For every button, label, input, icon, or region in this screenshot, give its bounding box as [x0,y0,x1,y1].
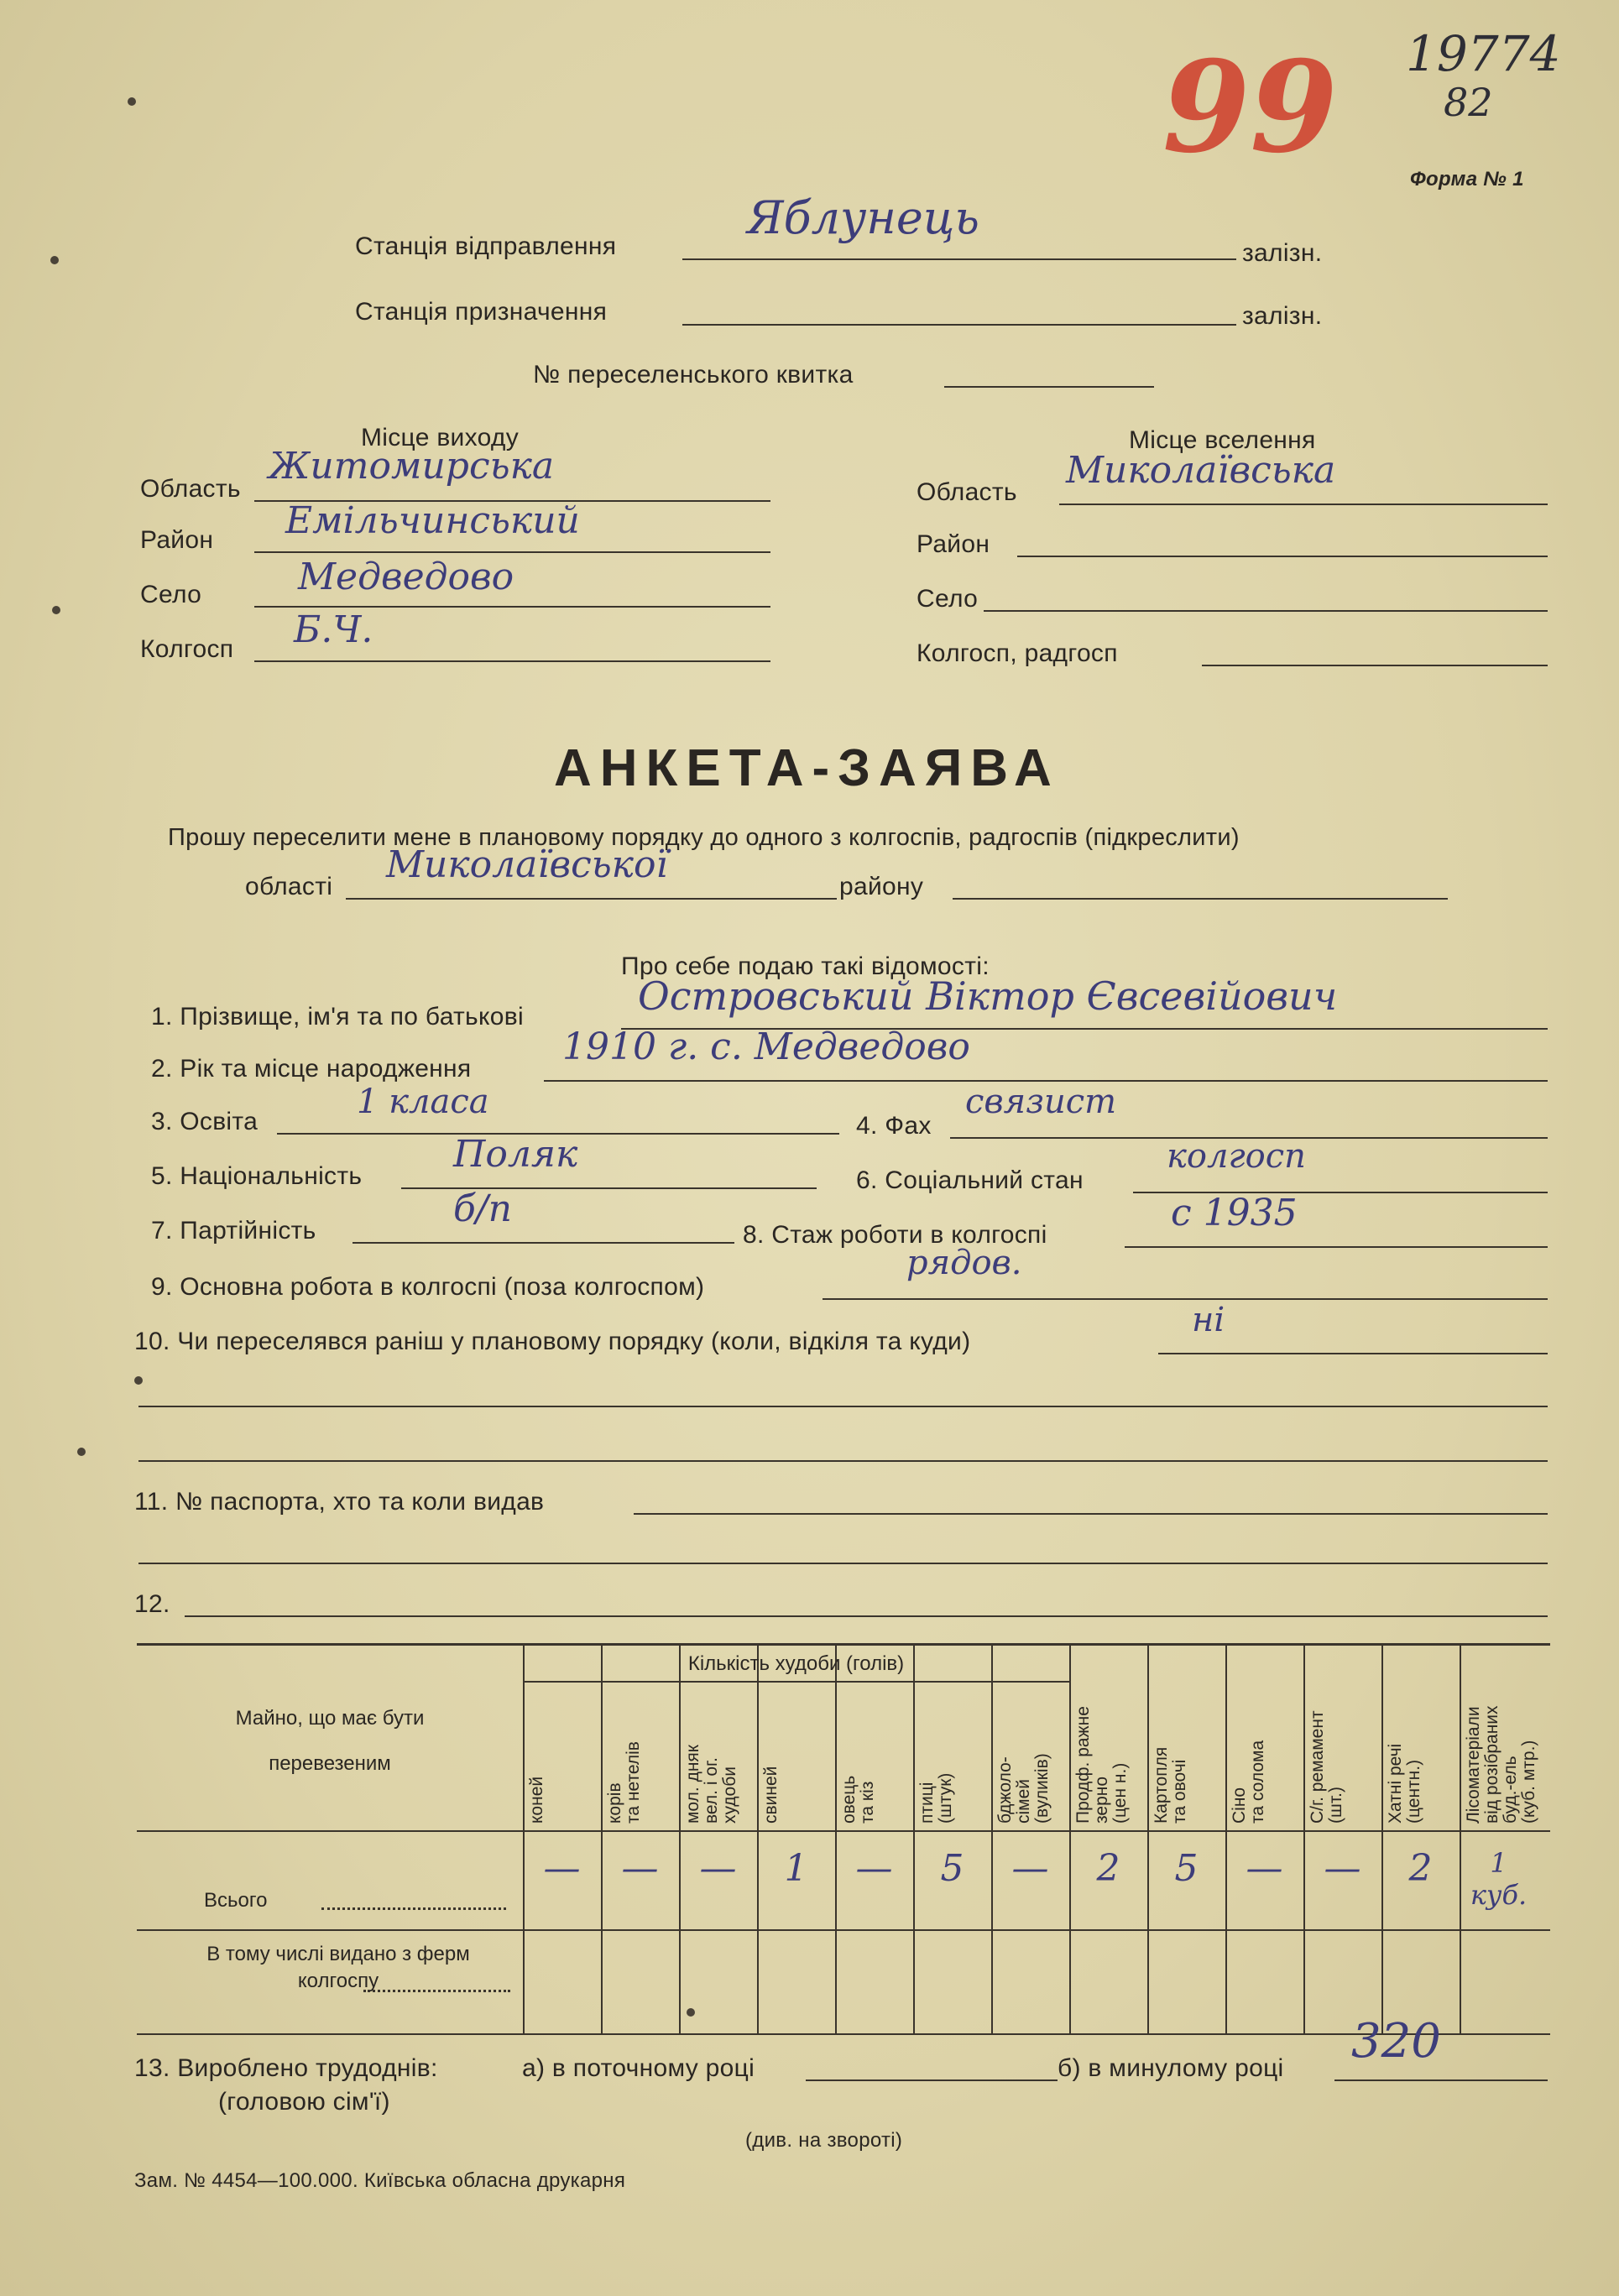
table-divider [991,1646,993,2033]
punch-hole [128,97,136,106]
table-divider [137,1830,1550,1832]
field-11-line [634,1513,1548,1515]
table-divider [1225,1646,1227,2033]
destination-kolhosp-line [1202,665,1548,666]
total-row-dots [321,1907,506,1910]
field-6-label: 6. Соціальний стан [856,1166,1084,1194]
total-cell: 1 куб. [1470,1847,1528,1911]
column-header: Хатні речі (центн.) [1386,1743,1423,1824]
table-divider [1460,1646,1461,2033]
request-oblast-line [346,898,837,900]
table-divider [1303,1646,1305,2033]
field-9-line [823,1298,1548,1300]
column-header: Картопля та овочі [1152,1746,1189,1824]
field-1-value: Островський Віктор Євсевійович [638,973,1338,1019]
table-divider [601,1646,603,2033]
column-header: Продф. ражне зерно (цен н.) [1073,1706,1130,1824]
field-12-label: 12. [134,1590,170,1618]
info-intro: Про себе подаю такі відомості: [621,952,990,980]
field-3-label: 3. Освіта [151,1108,259,1135]
table-divider [137,1929,1550,1931]
field-2-value: 1910 г. с. Медведово [562,1025,970,1068]
column-header: Лісоматеріали від розібраних буд.-ель (куб. мтр.) [1464,1705,1538,1824]
column-header: корів та нетелів [605,1741,643,1824]
workdays-current-line [806,2079,1058,2081]
table-divider [523,1681,1069,1683]
livestock-header: Кількість худоби (голів) [687,1652,905,1675]
field-1-label: 1. Прізвище, ім'я та по батькові [151,1003,524,1031]
destination-oblast-value: Миколаївська [1066,449,1336,492]
field-12-line [185,1615,1548,1617]
field-8-value: с 1935 [1171,1192,1298,1234]
field-10-label: 10. Чи переселявся раніш у плановому порядку (коли, відкіля та куди) [134,1328,971,1355]
total-cell: — [1324,1847,1361,1890]
column-header: птиці (штук) [917,1772,955,1824]
field-7-label: 7. Партійність [151,1217,316,1245]
column-header: свиней [761,1766,781,1824]
table-divider [835,1646,837,2033]
field-10-line [1158,1353,1548,1354]
destination-selo-line [984,610,1548,612]
origin-kolhosp-line [254,660,770,662]
origin-oblast-value: Житомирська [269,445,555,488]
field-9-label: 9. Основна робота в колгоспі (поза колгоспом) [151,1273,705,1301]
total-cell: — [699,1847,737,1890]
origin-heading: Місце виходу [361,424,520,451]
punch-hole [134,1376,143,1385]
total-cell: 5 [940,1847,964,1890]
total-cell: 5 [1174,1847,1199,1890]
punch-hole [77,1448,86,1456]
table-divider [1069,1646,1071,2033]
workdays-previous-label: б) в минулому році [1058,2054,1284,2082]
column-header: С/г. ремамент (шт.) [1308,1710,1345,1824]
table-divider [757,1646,759,2033]
origin-selo-value: Медведово [298,556,514,598]
departure-station-label: Станція відправлення [355,232,617,260]
request-text: Прошу переселити мене в плановому порядку до одного з колгоспів, радгоспів (підкреслити) [168,824,1240,851]
field-11-label: 11. № паспорта, хто та коли видав [134,1488,545,1516]
table-divider [1147,1646,1149,2033]
column-header: коней [527,1776,546,1824]
field-10-value: ні [1192,1301,1225,1339]
red-archive-mark: 99 [1162,34,1338,181]
form-number: Форма № 1 [1410,168,1524,190]
destination-station-line [682,324,1236,326]
property-table [137,1643,1550,2035]
workdays-current-label: а) в поточному році [522,2054,755,2082]
destination-raion-label: Район [917,530,990,558]
origin-raion-value: Емільчинський [285,499,580,542]
destination-station-label: Станція призначення [355,298,608,326]
field-8-label: 8. Стаж роботи в колгоспі [743,1221,1047,1249]
total-cell: — [1011,1847,1049,1890]
field-3-value: 1 класа [357,1083,489,1121]
table-divider [679,1646,681,2033]
origin-kolhosp-label: Колгосп [140,635,234,663]
table-divider [1381,1646,1383,2033]
ticket-number-line [944,386,1154,388]
origin-kolhosp-value: Б.Ч. [294,608,373,651]
total-cell: — [1246,1847,1283,1890]
destination-raion-line [1017,556,1548,557]
destination-railway-suffix: залізн. [1242,302,1323,330]
destination-heading: Місце вселення [1129,426,1316,454]
punch-hole [50,256,59,264]
property-header: Майно, що має бути перевезеним [235,1707,425,1775]
see-reverse-note: (див. на звороті) [745,2129,903,2152]
from-farms-row-dots [363,1990,510,1992]
field-11-extra-line [138,1563,1548,1564]
workdays-previous-value: 320 [1351,2014,1441,2069]
printer-line: Зам. № 4454—100.000. Київська обласна друкарня [134,2169,626,2192]
field-8-line [1125,1246,1548,1248]
ticket-number-label: № переселенського квитка [533,361,854,389]
destination-selo-label: Село [917,585,979,613]
origin-selo-line [254,606,770,608]
column-header: бджоло- сімей (вуликів) [995,1753,1052,1824]
field-6-value: колгосп [1167,1137,1306,1176]
column-header: овець та кіз [839,1775,877,1824]
origin-oblast-label: Область [140,475,241,503]
request-raion-label: району [839,873,924,900]
field-4-value: связист [965,1083,1117,1121]
punch-hole [52,606,60,614]
workdays-sublabel: (головою сім'ї) [218,2088,390,2116]
from-farms-row-label: В тому числі видано з ферм колгоспу [206,1943,470,1992]
field-7-line [353,1242,734,1244]
document-title: АНКЕТА-ЗАЯВА [554,739,1060,797]
destination-oblast-label: Область [917,478,1017,506]
departure-station-line [682,258,1236,260]
request-oblast-value: Миколаївської [386,843,668,886]
destination-oblast-line [1059,504,1548,505]
departure-railway-suffix: залізн. [1242,239,1323,267]
request-oblast-label: області [245,873,333,900]
total-cell: 2 [1096,1847,1120,1890]
origin-selo-label: Село [140,581,202,608]
total-cell: — [855,1847,893,1890]
archive-sheet-number: 82 [1444,80,1493,125]
field-2-line [544,1080,1548,1082]
column-header: мол. дняк вел. і ог. худоби [683,1745,739,1824]
total-cell: 1 [784,1847,808,1890]
departure-station-value: Яблунець [747,191,979,244]
field-5-value: Поляк [453,1133,578,1176]
archive-number: 19774 [1406,25,1561,82]
total-row-label: Всього [204,1889,268,1912]
total-cell: 2 [1408,1847,1433,1890]
workdays-label: 13. Вироблено трудоднів: [134,2054,438,2082]
workdays-previous-line [1334,2079,1548,2081]
field-7-value: б/п [453,1187,513,1230]
total-cell: — [621,1847,659,1890]
table-divider [913,1646,915,2033]
field-2-label: 2. Рік та місце народження [151,1055,472,1083]
origin-raion-label: Район [140,526,214,554]
table-divider [523,1646,525,2033]
field-5-label: 5. Національність [151,1162,363,1190]
origin-raion-line [254,551,770,553]
field-10-extra-line [138,1406,1548,1407]
request-raion-line [953,898,1448,900]
total-cell: — [543,1847,581,1890]
column-header: Сіно та солома [1230,1740,1267,1824]
field-9-value: рядов. [906,1244,1022,1282]
field-4-label: 4. Фах [856,1112,932,1140]
destination-kolhosp-label: Колгосп, радгосп [917,639,1118,667]
field-10-extra-line [138,1460,1548,1462]
